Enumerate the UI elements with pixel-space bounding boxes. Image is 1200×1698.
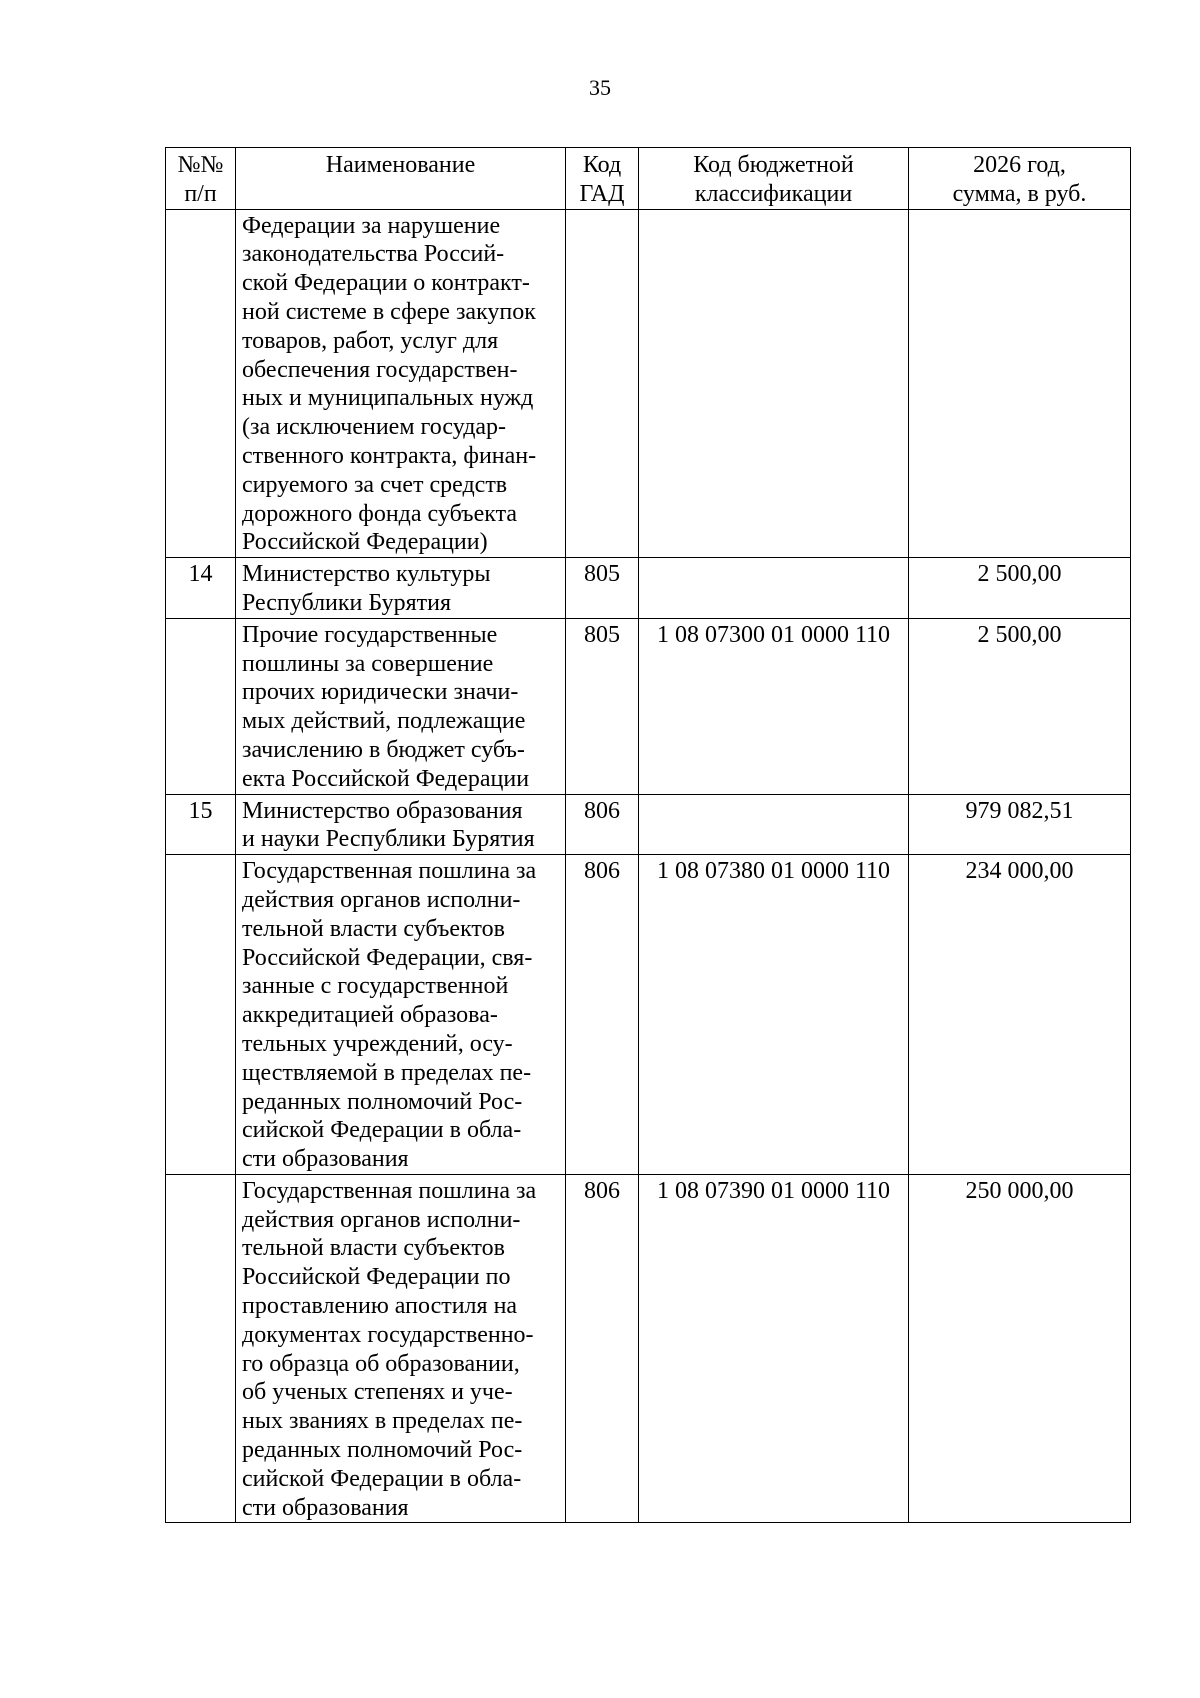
row-name-line: зачислению в бюджет субъ- — [242, 736, 525, 763]
row-budget-classification-code — [639, 558, 909, 619]
row-name-line: сти образования — [242, 1146, 409, 1173]
row-name — [236, 855, 566, 1175]
row-name-line: действия органов исполни- — [242, 1206, 521, 1233]
row-name-line: реданных полномочий Рос- — [242, 1437, 523, 1464]
table-row — [166, 618, 1131, 794]
row-name-line: аккредитацией образова- — [242, 1002, 498, 1029]
header-num — [166, 148, 236, 210]
row-name-line: Российской Федерации по — [242, 1264, 511, 1291]
row-amount — [909, 209, 1131, 558]
row-name-line: Российской Федерации, свя- — [242, 944, 533, 971]
row-name-line: пошлины за совершение — [242, 650, 494, 677]
row-budget-classification-code: 1 08 07300 01 0000 110 — [639, 618, 909, 794]
row-name-line: ществляемой в пределах пе- — [242, 1059, 532, 1086]
table-header-row — [166, 148, 1131, 210]
row-name-line: занные с государственной — [242, 973, 509, 1000]
row-amount: 2 500,00 — [909, 618, 1131, 794]
row-name-line: Российской Федерации) — [242, 529, 488, 556]
row-number — [166, 1174, 236, 1523]
header-name — [236, 148, 566, 210]
row-name-line: тельной власти субъектов — [242, 915, 505, 942]
row-name — [236, 794, 566, 855]
row-amount: 250 000,00 — [909, 1174, 1131, 1523]
row-budget-classification-code: 1 08 07380 01 0000 110 — [639, 855, 909, 1175]
page-number: 35 — [589, 75, 611, 100]
row-name — [236, 1174, 566, 1523]
row-number: 14 — [166, 558, 236, 619]
header-sum-line: сумма, в руб. — [952, 180, 1087, 207]
row-name-line: Министерство образования — [242, 797, 523, 824]
row-number — [166, 618, 236, 794]
row-name-line: ской Федерации о контракт- — [242, 270, 530, 297]
row-name-line: екта Российской Федерации — [242, 765, 530, 792]
header-kbk-line: классификации — [694, 180, 853, 207]
row-budget-classification-code — [639, 209, 909, 558]
row-amount: 979 082,51 — [909, 794, 1131, 855]
table-row — [166, 794, 1131, 855]
row-name-line: обеспечения государствен- — [242, 356, 518, 383]
table-row — [166, 855, 1131, 1175]
row-name-line: сийской Федерации в обла- — [242, 1465, 522, 1492]
budget-table — [165, 147, 1131, 1523]
row-name-line: ной системе в сфере закупок — [242, 298, 536, 325]
row-amount: 2 500,00 — [909, 558, 1131, 619]
row-name-line: мых действий, подлежащие — [242, 708, 526, 735]
table-row — [166, 209, 1131, 558]
row-name-line: тельных учреждений, осу- — [242, 1030, 513, 1057]
row-name-line: Государственная пошлина за — [242, 1177, 537, 1204]
header-sum — [909, 148, 1131, 210]
row-number — [166, 209, 236, 558]
row-name-line: Федерации за нарушение — [242, 212, 501, 239]
row-number: 15 — [166, 794, 236, 855]
row-name-line: Министерство культуры — [242, 561, 491, 588]
row-name-line: го образца об образовании, — [242, 1350, 520, 1377]
row-name-line: Республики Бурятия — [242, 589, 451, 616]
header-gad-line: ГАД — [579, 180, 625, 207]
row-name-line: проставлению апостиля на — [242, 1293, 518, 1320]
row-name-line: действия органов исполни- — [242, 886, 521, 913]
row-name-line: сируемого за счет средств — [242, 471, 508, 498]
row-name-line: (за исключением государ- — [242, 414, 507, 441]
row-name-line: ных и муниципальных нужд — [242, 385, 534, 412]
row-name-line: сийской Федерации в обла- — [242, 1117, 522, 1144]
row-name — [236, 209, 566, 558]
header-sum-line: 2026 год, — [973, 152, 1066, 178]
header-kbk — [639, 148, 909, 210]
table-body — [166, 209, 1131, 1523]
row-name-line: прочих юридически значи- — [242, 679, 519, 706]
row-name-line: сти образования — [242, 1494, 409, 1521]
header-kbk-line: Код бюджетной — [693, 152, 854, 178]
row-name-line: Прочие государственные — [242, 621, 498, 648]
row-name-line: ных званиях в пределах пе- — [242, 1408, 523, 1435]
row-name-line: товаров, работ, услуг для — [242, 327, 499, 354]
row-number — [166, 855, 236, 1175]
row-gad-code: 806 — [566, 855, 639, 1175]
row-name — [236, 618, 566, 794]
row-name-line: дорожного фонда субъекта — [242, 500, 518, 527]
row-name-line: тельной власти субъектов — [242, 1235, 505, 1262]
row-gad-code: 805 — [566, 558, 639, 619]
header-name-line: Наименование — [325, 152, 476, 178]
row-name-line: законодательства Россий- — [242, 241, 505, 268]
row-gad-code: 806 — [566, 794, 639, 855]
header-gad — [566, 148, 639, 210]
row-gad-code: 805 — [566, 618, 639, 794]
row-budget-classification-code: 1 08 07390 01 0000 110 — [639, 1174, 909, 1523]
row-name-line: Государственная пошлина за — [242, 858, 537, 885]
table-row — [166, 558, 1131, 619]
row-name-line: реданных полномочий Рос- — [242, 1088, 523, 1115]
header-num-line: п/п — [184, 180, 217, 207]
row-budget-classification-code — [639, 794, 909, 855]
row-gad-code: 806 — [566, 1174, 639, 1523]
row-gad-code — [566, 209, 639, 558]
header-gad-line: Код — [582, 152, 622, 178]
row-amount: 234 000,00 — [909, 855, 1131, 1175]
header-num-line: №№ — [177, 152, 224, 178]
row-name-line: и науки Республики Бурятия — [242, 826, 535, 853]
row-name-line: об ученых степенях и уче- — [242, 1379, 513, 1406]
row-name-line: ственного контракта, финан- — [242, 442, 537, 469]
row-name-line: документах государственно- — [242, 1321, 534, 1348]
row-name — [236, 558, 566, 619]
table-row — [166, 1174, 1131, 1523]
